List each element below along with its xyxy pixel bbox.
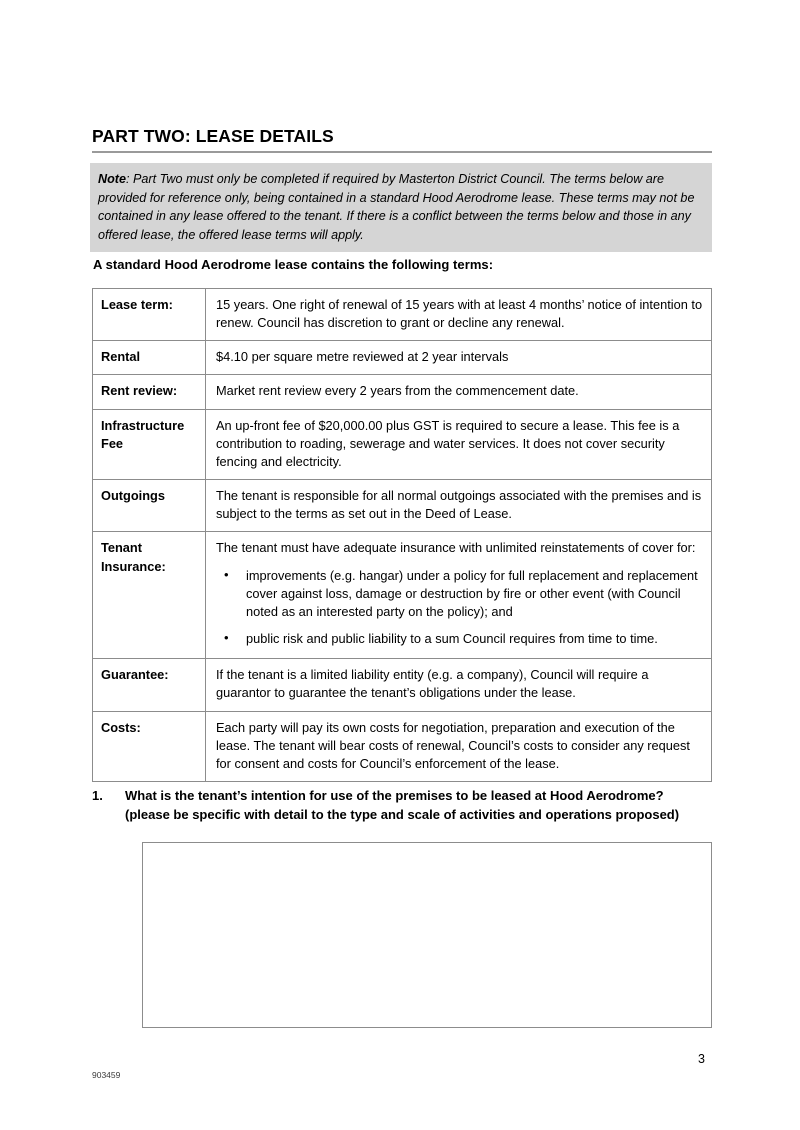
term-label-costs: Costs:	[93, 711, 206, 781]
term-value-guarantee: If the tenant is a limited liability entity (e.g. a company), Council will require a guarantor to guarantee the tenant’s obligations under the lease.	[206, 659, 712, 711]
term-label-rent-review: Rent review:	[93, 375, 206, 409]
note-callout	[90, 163, 712, 252]
term-label-infrastructure-fee: Infrastructure Fee	[93, 409, 206, 479]
table-row	[93, 341, 712, 375]
term-value-rent-review: Market rent review every 2 years from the commencement date.	[206, 375, 712, 409]
answer-input-box[interactable]	[142, 842, 712, 1028]
terms-intro-text: A standard Hood Aerodrome lease contains the following terms:	[93, 257, 494, 272]
term-value-lease-term: 15 years. One right of renewal of 15 years with at least 4 months’ notice of intention to renew. Council has discretion to grant or decline any renewal.	[206, 289, 712, 341]
tenant-insurance-intro: The tenant must have adequate insurance with unlimited reinstatements of cover for:	[216, 540, 696, 556]
page-heading	[92, 127, 712, 153]
table-row	[93, 409, 712, 479]
page-number: 3	[698, 1052, 705, 1066]
tenant-insurance-bullet-list	[216, 567, 703, 649]
list-item: • improvements (e.g. hangar) under a policy for full replacement and replacement cover against loss, damage or destruction by fire or other event (with Council noted as an interested party on the policy); and	[246, 567, 703, 621]
page-title: PART TWO: LEASE DETAILS	[92, 126, 334, 146]
term-label-lease-term: Lease term:	[93, 289, 206, 341]
question-number: 1.	[92, 788, 103, 803]
table-row	[93, 532, 712, 659]
document-reference: 903459	[92, 1070, 121, 1080]
list-item: • public risk and public liability to a sum Council requires from time to time.	[246, 630, 703, 648]
question-text: What is the tenant’s intention for use of the premises to be leased at Hood Aerodrome? (please be specific with detail to the type and scale of activities and operations proposed)	[125, 788, 680, 823]
term-value-costs: Each party will pay its own costs for negotiation, preparation and execution of the lease. The tenant will bear costs of renewal, Council’s costs to consider any request for consent and costs for Council’s enforcement of the lease.	[206, 711, 712, 781]
term-value-rental: $4.10 per square metre reviewed at 2 year intervals	[206, 341, 712, 375]
lease-terms-table	[92, 288, 712, 782]
term-value-infrastructure-fee: An up-front fee of $20,000.00 plus GST is required to secure a lease. This fee is a contribution to roading, sewerage and water services. It does not cover security fencing and electricity.	[206, 409, 712, 479]
question-1	[92, 786, 712, 824]
heading-divider	[92, 151, 712, 153]
table-row	[93, 289, 712, 341]
note-body-text: : Part Two must only be completed if required by Masterton District Council. The terms below are provided for reference only, being contained in a standard Hood Aerodrome lease. These terms may not be contained in any lease offered to the tenant. If there is a conflict between the terms below and those in any offered lease, the offered lease terms will apply.	[98, 172, 695, 242]
term-value-outgoings: The tenant is responsible for all normal outgoings associated with the premises and is subject to the terms as set out in the Deed of Lease.	[206, 480, 712, 532]
table-row	[93, 659, 712, 711]
table-row	[93, 711, 712, 781]
term-label-outgoings: Outgoings	[93, 480, 206, 532]
term-label-guarantee: Guarantee:	[93, 659, 206, 711]
table-row	[93, 375, 712, 409]
note-lead-label: Note	[98, 172, 126, 186]
term-label-tenant-insurance: Tenant Insurance:	[93, 532, 206, 659]
term-value-tenant-insurance	[206, 532, 712, 659]
term-label-rental: Rental	[93, 341, 206, 375]
table-row	[93, 480, 712, 532]
